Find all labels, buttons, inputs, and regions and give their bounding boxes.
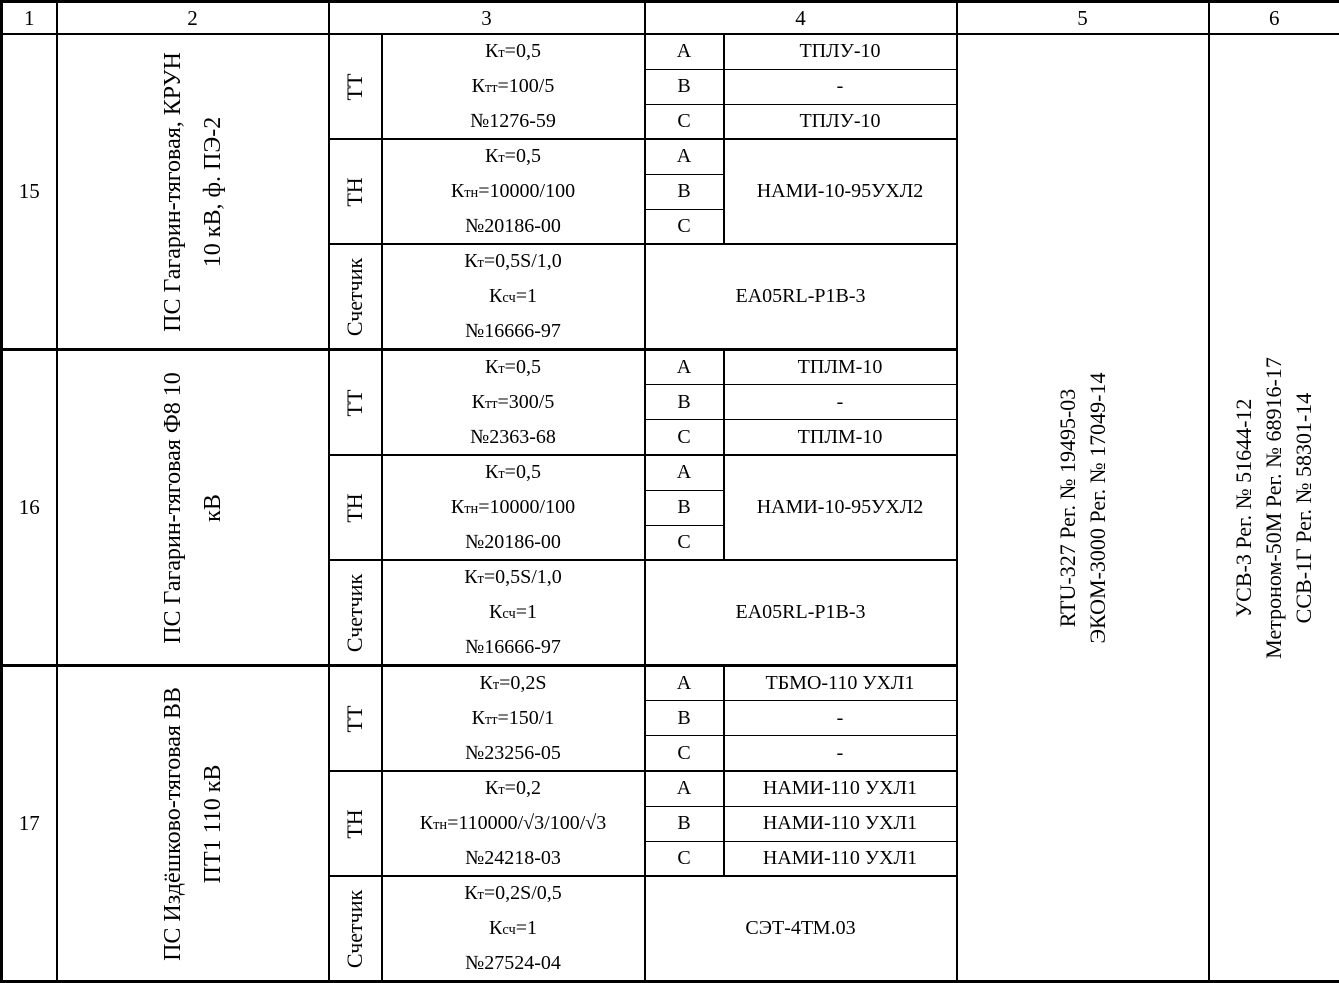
column-number-header: 2	[57, 2, 329, 35]
device-params	[382, 560, 645, 666]
phase-label: С	[645, 420, 724, 455]
equipment-type: НАМИ-110 УХЛ1	[724, 841, 957, 876]
equipment-type: ТБМО-110 УХЛ1	[724, 666, 957, 701]
device-params	[382, 139, 645, 244]
param-line: Ксч=1	[383, 912, 644, 947]
param-line: Ксч=1	[383, 596, 644, 631]
askue-device	[957, 34, 1209, 982]
param-line: №16666-97	[383, 315, 644, 348]
phase-label: С	[645, 209, 724, 244]
device-params	[382, 244, 645, 350]
phase-label: А	[645, 139, 724, 174]
equipment-type: НАМИ-110 УХЛ1	[724, 806, 957, 841]
param-line: Ктн=10000/100	[383, 491, 644, 526]
row-number: 17	[2, 666, 57, 982]
device-params	[382, 666, 645, 772]
device-params	[382, 876, 645, 982]
param-line: Ксч=1	[383, 280, 644, 315]
phase-label: С	[645, 525, 724, 560]
param-line: Кт=0,5S/1,0	[383, 245, 644, 280]
param-line: Кт=0,2	[383, 772, 644, 807]
column-number-header: 5	[957, 2, 1209, 35]
equipment-type: НАМИ-110 УХЛ1	[724, 771, 957, 806]
phase-label: С	[645, 841, 724, 876]
column-number-header: 6	[1209, 2, 1339, 35]
table-row	[2, 34, 1339, 69]
device-label: ТТ	[329, 350, 382, 456]
phase-label: С	[645, 736, 724, 771]
param-line: Кт=0,5	[383, 35, 644, 70]
param-line: №16666-97	[383, 631, 644, 664]
column-number-header: 4	[645, 2, 957, 35]
phase-label: В	[645, 490, 724, 525]
equipment-type: НАМИ-10-95УХЛ2	[724, 139, 957, 244]
param-line: Ктн=110000/√3/100/√3	[383, 807, 644, 842]
equipment-type: -	[724, 736, 957, 771]
phase-label: В	[645, 174, 724, 209]
header-row	[2, 2, 1339, 35]
substation-name-line: ПС Гагарин-тяговая, КРУН	[153, 52, 193, 332]
phase-label: А	[645, 771, 724, 806]
equipment-type: EA05RL-P1B-3	[645, 560, 957, 666]
param-line: №23256-05	[383, 737, 644, 770]
equipment-type: -	[724, 69, 957, 104]
param-line: Кт=0,5	[383, 456, 644, 491]
phase-label: С	[645, 104, 724, 139]
param-line: Кт=0,2S/0,5	[383, 877, 644, 912]
equipment-type: ТПЛМ-10	[724, 420, 957, 455]
param-line: №2363-68	[383, 421, 644, 454]
askue-line: ЭКОМ-3000 Рег. № 17049-14	[1083, 372, 1113, 643]
param-line: Кт=0,2S	[383, 667, 644, 702]
substation-name-line: 10 кВ, ф. ПЭ-2	[193, 52, 233, 332]
param-line: Кт=0,5S/1,0	[383, 561, 644, 596]
equipment-type: ТПЛУ-10	[724, 104, 957, 139]
equipment-type: EA05RL-P1B-3	[645, 244, 957, 350]
param-line: Ктн=10000/100	[383, 175, 644, 210]
device-label: ТН	[329, 771, 382, 876]
time-sync-line: Метроном-50М Рег. № 68916-17	[1259, 357, 1289, 659]
substation-name-line: ПС Гагарин-тяговая Ф8 10	[153, 372, 193, 644]
substation-name-line: кВ	[193, 372, 233, 644]
device-label: Счетчик	[329, 876, 382, 982]
device-label: ТТ	[329, 666, 382, 772]
param-line: №27524-04	[383, 947, 644, 980]
equipment-type: ТПЛМ-10	[724, 350, 957, 385]
device-label: Счетчик	[329, 244, 382, 350]
param-line: №20186-00	[383, 526, 644, 559]
row-number: 15	[2, 34, 57, 350]
time-sync-line: УСВ-3 Рег. № 51644-12	[1229, 357, 1259, 659]
substation-name-line: ПТ1 110 кВ	[193, 687, 233, 961]
equipment-type: НАМИ-10-95УХЛ2	[724, 455, 957, 560]
equipment-type: -	[724, 701, 957, 736]
row-number: 16	[2, 350, 57, 666]
time-sync-device	[1209, 34, 1339, 982]
phase-label: А	[645, 666, 724, 701]
device-label: ТТ	[329, 34, 382, 139]
phase-label: А	[645, 455, 724, 490]
substation-name	[57, 666, 329, 982]
param-line: Кт=0,5	[383, 351, 644, 386]
param-line: Ктт=100/5	[383, 70, 644, 105]
equipment-type: СЭТ-4ТМ.03	[645, 876, 957, 982]
param-line: Ктт=300/5	[383, 386, 644, 421]
phase-label: В	[645, 69, 724, 104]
param-line: №1276-59	[383, 105, 644, 138]
time-sync-line: ССВ-1Г Рег. № 58301-14	[1289, 357, 1319, 659]
device-params	[382, 771, 645, 876]
substation-name-line: ПС Издёшково-тяговая ВВ	[153, 687, 193, 961]
phase-label: А	[645, 350, 724, 385]
equipment-type: ТПЛУ-10	[724, 34, 957, 69]
device-label: Счетчик	[329, 560, 382, 666]
phase-label: В	[645, 385, 724, 420]
phase-label: В	[645, 701, 724, 736]
substation-name	[57, 350, 329, 666]
column-number-header: 3	[329, 2, 645, 35]
substation-name	[57, 34, 329, 350]
askue-line: RTU-327 Рег. № 19495-03	[1053, 372, 1083, 643]
phase-label: А	[645, 34, 724, 69]
param-line: №20186-00	[383, 210, 644, 243]
column-number-header: 1	[2, 2, 57, 35]
device-params	[382, 350, 645, 456]
param-line: Кт=0,5	[383, 140, 644, 175]
phase-label: В	[645, 806, 724, 841]
param-line: №24218-03	[383, 842, 644, 875]
device-label: ТН	[329, 455, 382, 560]
device-params	[382, 34, 645, 139]
equipment-type: -	[724, 385, 957, 420]
device-label: ТН	[329, 139, 382, 244]
param-line: Ктт=150/1	[383, 702, 644, 737]
device-params	[382, 455, 645, 560]
